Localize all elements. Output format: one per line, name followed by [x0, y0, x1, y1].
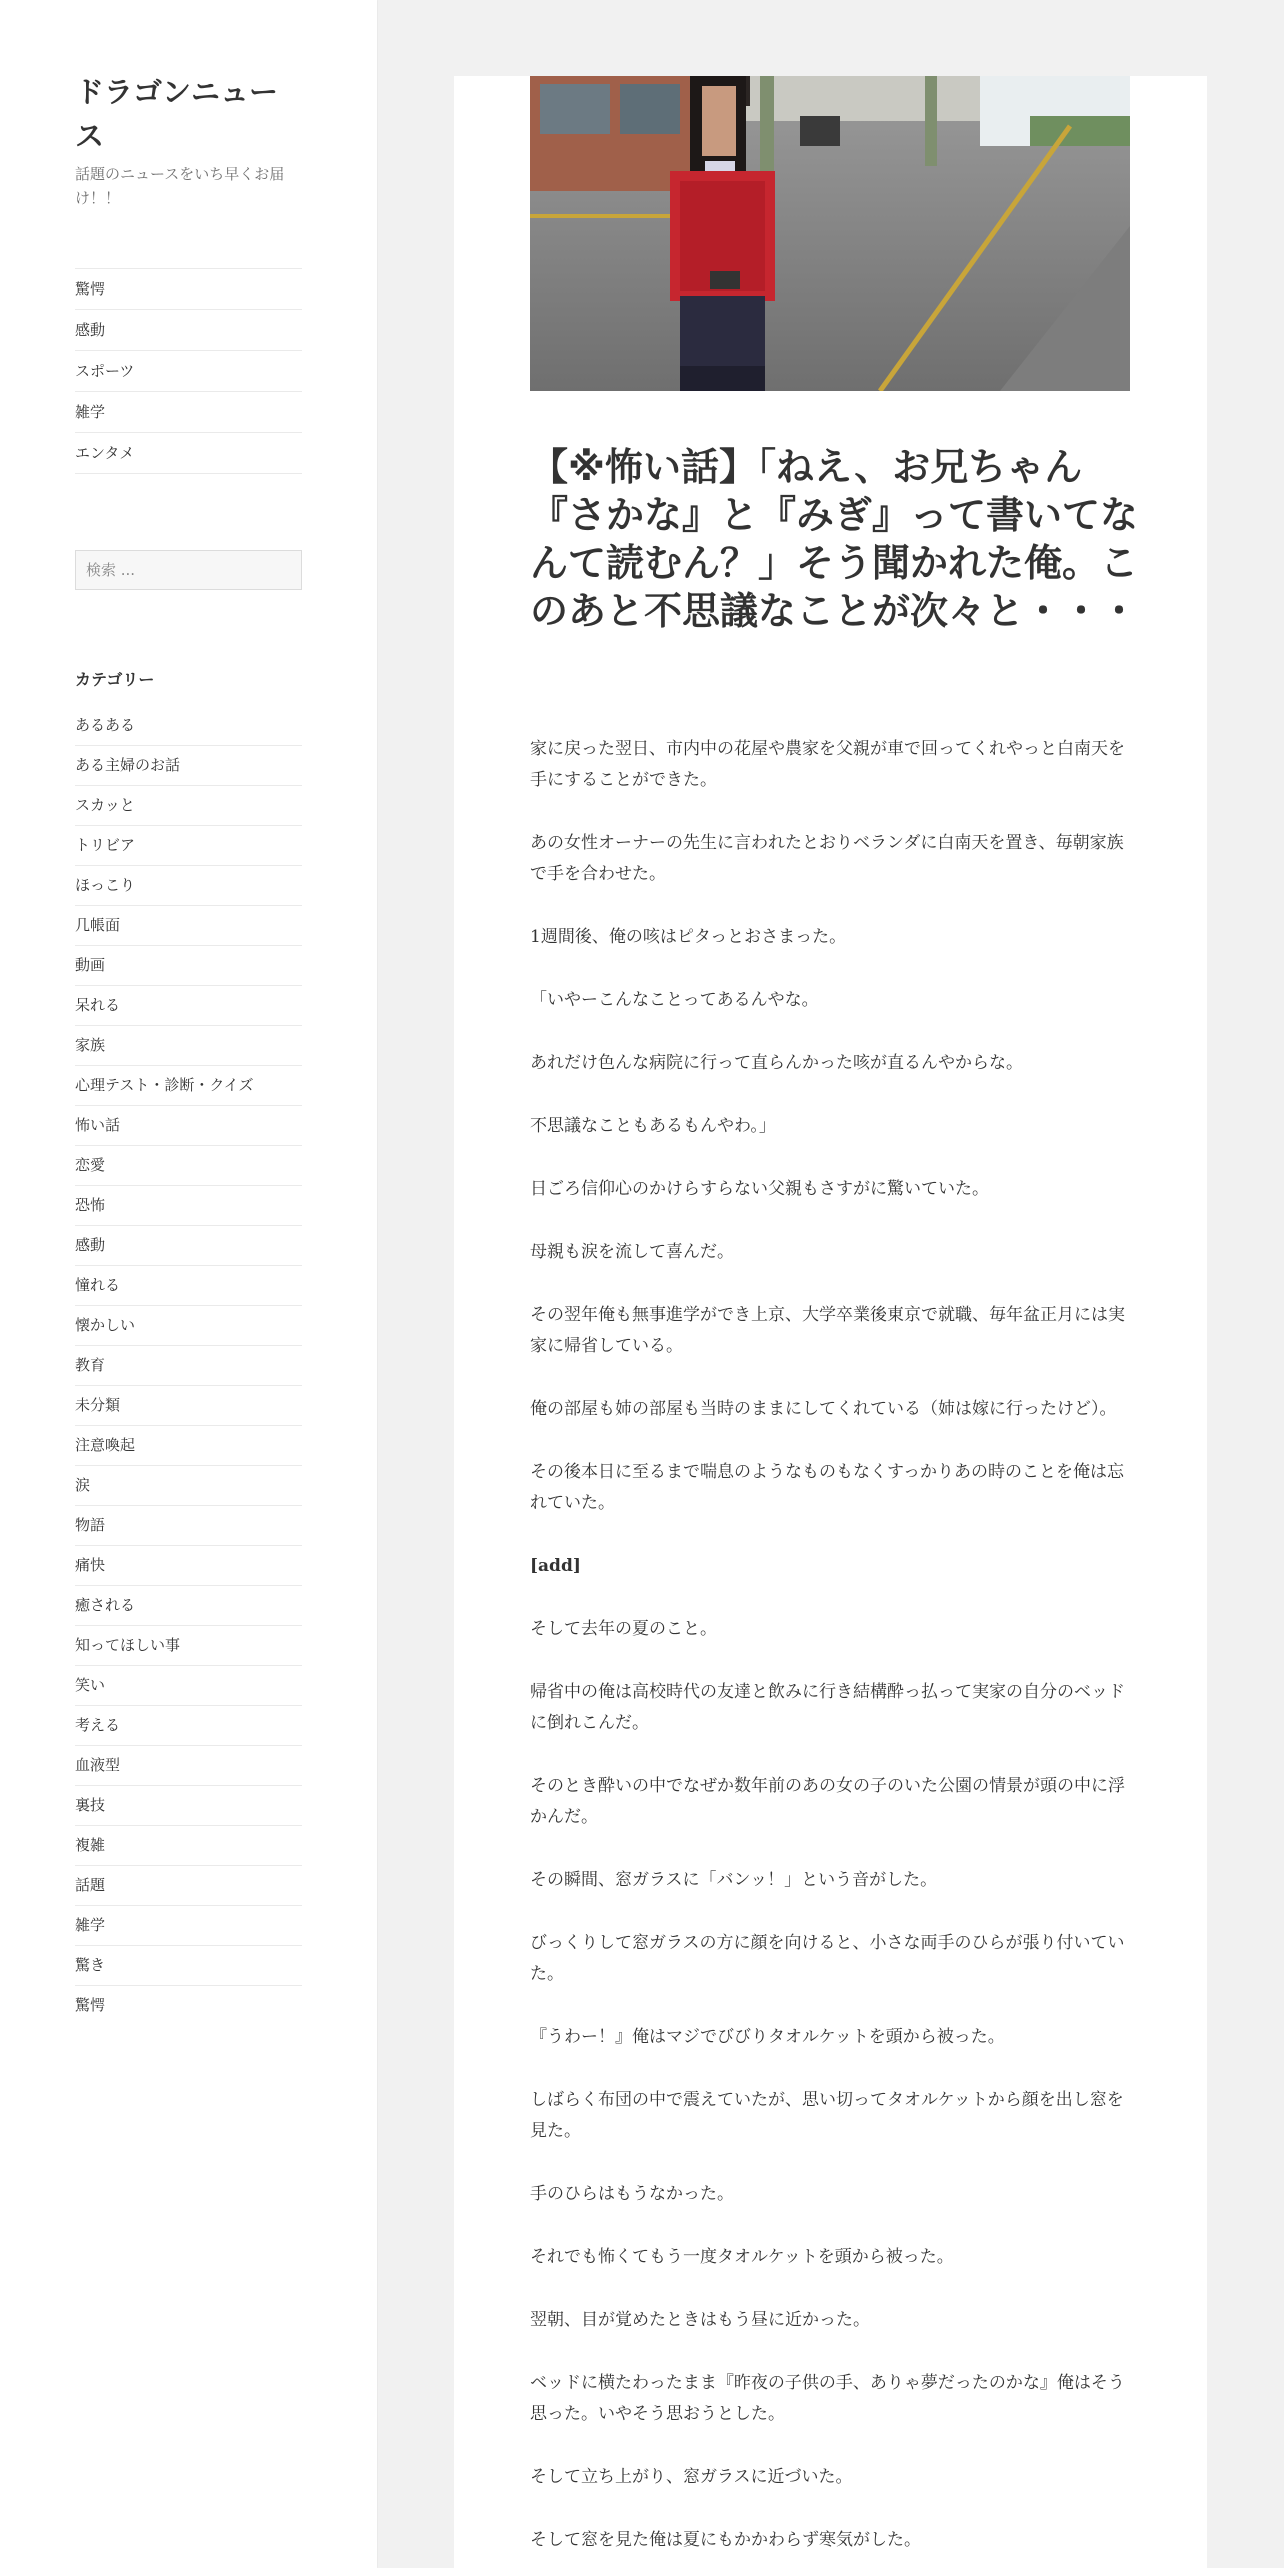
- article-paragraph: 翌朝、目が覚めたときはもう昼に近かった。: [530, 2310, 870, 2330]
- nav-item[interactable]: 雑学: [75, 392, 302, 433]
- category-link[interactable]: 懐かしい: [75, 1306, 302, 1346]
- category-link[interactable]: 几帳面: [75, 906, 302, 946]
- category-link[interactable]: 感動: [75, 1226, 302, 1266]
- category-link[interactable]: 未分類: [75, 1386, 302, 1426]
- sidebar: [0, 0, 377, 2568]
- category-link[interactable]: 知ってほしい事: [75, 1626, 302, 1666]
- article-paragraph: それでも怖くてもう一度タオルケットを頭から被った。: [530, 2247, 954, 2267]
- article-paragraph: 帰省中の俺は高校時代の友達と飲みに行き結構酔っ払って実家の自分のベッドに倒れこんだ。: [530, 1682, 1125, 1733]
- search-input[interactable]: 検索 ...: [75, 550, 302, 590]
- article-title: 【※怖い話】「ねえ、お兄ちゃん『さかな』と『みぎ』って書いてなんて読むん？」そう聞かれた俺。このあと不思議なことが次々と・・・: [530, 445, 1139, 633]
- article-paragraph: あの女性オーナーの先生に言われたとおりベランダに白南天を置き、毎朝家族で手を合わせた。: [530, 833, 1124, 884]
- category-link[interactable]: 怖い話: [75, 1106, 302, 1146]
- category-link[interactable]: 痛快: [75, 1546, 302, 1586]
- category-link[interactable]: トリビア: [75, 826, 302, 866]
- category-link[interactable]: スカッと: [75, 786, 302, 826]
- category-link[interactable]: ほっこり: [75, 866, 302, 906]
- article-paragraph: 『うわー！』俺はマジでびびりタオルケットを頭から被った。: [530, 2027, 1005, 2047]
- article-paragraph: そして窓を見た俺は夏にもかかわらず寒気がした。: [530, 2530, 921, 2550]
- article-paragraph: 1週間後、俺の咳はピタっとおさまった。: [530, 927, 847, 947]
- site-description: 話題のニュースをいち早くお届け！！: [75, 165, 285, 207]
- article-paragraph: ベッドに横たわったまま『昨夜の子供の手、ありゃ夢だったのかな』俺はそう思った。いやそう思おうとした。: [530, 2373, 1125, 2424]
- article-paragraph: そして立ち上がり、窓ガラスに近づいた。: [530, 2467, 853, 2487]
- article-paragraph: あれだけ色んな病院に行って直らんかった咳が直るんやからな。: [530, 1053, 1023, 1073]
- article-paragraph: 家に戻った翌日、市内中の花屋や農家を父親が車で回ってくれやっと白南天を手にすることができた。: [530, 739, 1125, 790]
- article-paragraph: 俺の部屋も姉の部屋も当時のままにしてくれている（姉は嫁に行ったけど）。: [530, 1399, 1117, 1419]
- category-link[interactable]: あるある: [75, 706, 302, 746]
- ad-shortcode: [add]: [530, 1556, 581, 1576]
- article-paragraph: しばらく布団の中で震えていたが、思い切ってタオルケットから顔を出し窓を見た。: [530, 2090, 1124, 2141]
- nav-item[interactable]: スポーツ: [75, 351, 302, 392]
- article-paragraph: 母親も涙を流して喜んだ。: [530, 1242, 734, 1262]
- category-link[interactable]: 癒される: [75, 1586, 302, 1626]
- category-link[interactable]: 家族: [75, 1026, 302, 1066]
- article-paragraph: その瞬間、窓ガラスに「バンッ！」という音がした。: [530, 1870, 938, 1890]
- category-link[interactable]: 注意喚起: [75, 1426, 302, 1466]
- site-title[interactable]: ドラゴンニュース: [75, 75, 279, 153]
- article-body: [530, 734, 1130, 2568]
- article: [454, 76, 1207, 2568]
- category-link[interactable]: 動画: [75, 946, 302, 986]
- category-link[interactable]: 裏技: [75, 1786, 302, 1826]
- article-paragraph: 不思議なこともあるもんやわ。」: [530, 1116, 776, 1136]
- article-paragraph: その翌年俺も無事進学ができ上京、大学卒業後東京で就職、毎年盆正月には実家に帰省している。: [530, 1305, 1125, 1356]
- category-link[interactable]: 血液型: [75, 1746, 302, 1786]
- categories-heading: カテゴリー: [75, 670, 155, 689]
- category-link[interactable]: 複雑: [75, 1826, 302, 1866]
- category-link[interactable]: 心理テスト・診断・クイズ: [75, 1066, 302, 1106]
- category-link[interactable]: 笑い: [75, 1666, 302, 1706]
- category-link[interactable]: 涙: [75, 1466, 302, 1506]
- sidebar-inner: [75, 70, 302, 2025]
- category-link[interactable]: 驚き: [75, 1946, 302, 1986]
- category-link[interactable]: 雑学: [75, 1906, 302, 1946]
- category-link[interactable]: 恐怖: [75, 1186, 302, 1226]
- nav-item[interactable]: 驚愕: [75, 269, 302, 310]
- category-link[interactable]: 呆れる: [75, 986, 302, 1026]
- categories-list: [75, 706, 302, 2025]
- category-link[interactable]: 憧れる: [75, 1266, 302, 1306]
- category-link[interactable]: 考える: [75, 1706, 302, 1746]
- category-link[interactable]: 物語: [75, 1506, 302, 1546]
- article-paragraph: 日ごろ信仰心のかけらすらない父親もさすがに驚いていた。: [530, 1179, 989, 1199]
- category-link[interactable]: 話題: [75, 1866, 302, 1906]
- article-paragraph: びっくりして窓ガラスの方に顔を向けると、小さな両手のひらが張り付いていた。: [530, 1933, 1125, 1984]
- category-link[interactable]: 驚愕: [75, 1996, 106, 2014]
- main-nav: [75, 268, 302, 474]
- featured-image: [530, 76, 1130, 391]
- article-paragraph: そのとき酔いの中でなぜか数年前のあの女の子のいた公園の情景が頭の中に浮かんだ。: [530, 1776, 1125, 1827]
- article-paragraph: そして去年の夏のこと。: [530, 1619, 717, 1639]
- nav-item[interactable]: 感動: [75, 310, 302, 351]
- article-paragraph: その後本日に至るまで喘息のようなものもなくすっかりあの時のことを俺は忘れていた。: [530, 1462, 1124, 1513]
- category-link[interactable]: 教育: [75, 1346, 302, 1386]
- category-link[interactable]: ある主婦のお話: [75, 746, 302, 786]
- nav-item[interactable]: エンタメ: [75, 433, 302, 474]
- category-link[interactable]: 恋愛: [75, 1146, 302, 1186]
- featured-image-graphic: [530, 76, 1130, 391]
- article-paragraph: 手のひらはもうなかった。: [530, 2184, 734, 2204]
- article-paragraph: 「いやーこんなことってあるんやな。: [530, 990, 819, 1010]
